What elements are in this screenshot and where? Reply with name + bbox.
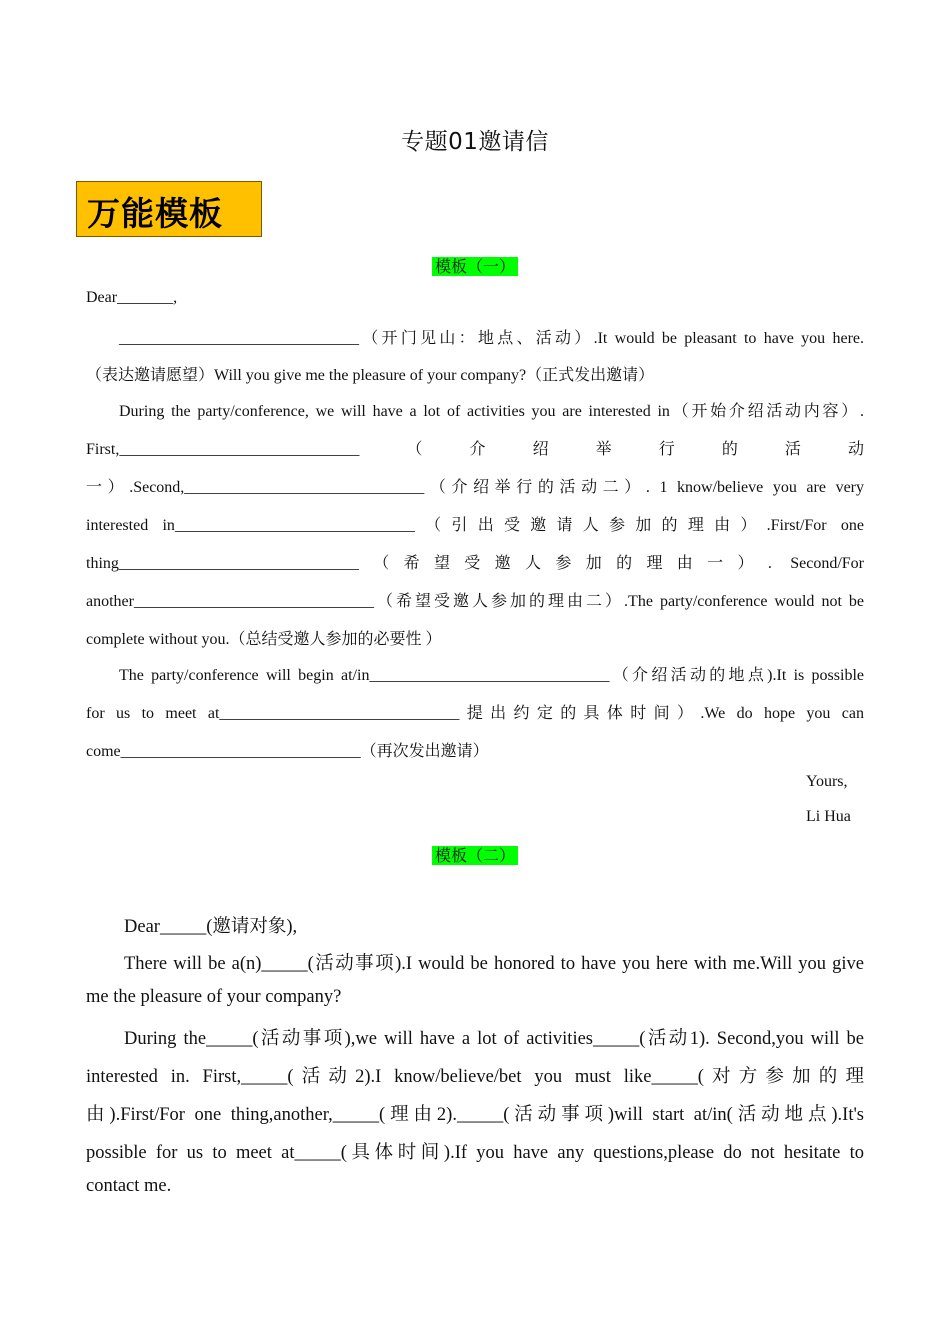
t1-line-8: another______________________________（希望受邀人参加的理由二）.The party/conference would not be	[86, 593, 864, 610]
t2-line-5: 由).First/For one thing,another,_____(理由2)._____(活动事项)will start at/in(活动地点).It's	[86, 1105, 864, 1125]
template-one-tag	[0, 254, 950, 277]
t1-line-1: ______________________________（开门见山：地点、活动）.It would be pleasant to have you here.	[119, 330, 864, 347]
t1-line-0: Dear_______,	[86, 289, 178, 306]
t1-line-6: interested in______________________________（引出受邀请人参加的理由）.First/For one	[86, 517, 864, 534]
t2-line-4: interested in. First,_____(活动2).I know/believe/bet you must like_____(对方参加的理	[86, 1067, 864, 1087]
t2-line-0: Dear_____(邀请对象),	[124, 917, 298, 937]
signoff-name: Li Hua	[806, 808, 851, 825]
t1-line-12: come______________________________（再次发出邀请）	[86, 743, 489, 760]
t1-line-2: （表达邀请愿望）Will you give me the pleasure of your company?（正式发出邀请）	[86, 367, 655, 384]
template-one-tag-label: 模板（一）	[432, 257, 518, 276]
template-two-tag	[0, 843, 950, 866]
t1-line-5: 一）.Second,______________________________（介绍举行的活动二）. 1 know/believe you are very	[86, 479, 864, 496]
template-two-tag-label: 模板（二）	[432, 846, 518, 865]
t1-line-9: complete without you.（总结受邀人参加的必要性 ）	[86, 631, 442, 648]
t1-line-4: First,______________________________（介绍举行的活动	[86, 441, 864, 458]
page-title: 专题01邀请信	[401, 129, 549, 155]
template-banner	[76, 181, 262, 237]
t2-line-1: There will be a(n)_____(活动事项).I would be honored to have you here with me.Will you give	[124, 954, 864, 974]
t2-line-7: contact me.	[86, 1176, 172, 1196]
signoff-yours: Yours,	[806, 773, 848, 790]
banner-label: 万能模板	[87, 194, 223, 233]
t1-line-10: The party/conference will begin at/in______________________________（介绍活动的地点).It is possible	[119, 667, 864, 684]
t1-line-3: During the party/conference, we will have a lot of activities you are interested in（开始介绍活动内容）.	[119, 403, 864, 420]
t2-line-6: possible for us to meet at_____(具体时间).If you have any questions,please do not hesitate to	[86, 1143, 864, 1163]
t1-line-7: thing______________________________（希望受邀人参加的理由一）. Second/For	[86, 555, 864, 572]
t2-line-2: me the pleasure of your company?	[86, 987, 342, 1007]
t1-line-11: for us to meet at______________________________提出约定的具体时间）.We do hope you can	[86, 705, 864, 722]
t2-line-3: During the_____(活动事项),we will have a lot of activities_____(活动1). Second,you will be	[124, 1029, 864, 1049]
